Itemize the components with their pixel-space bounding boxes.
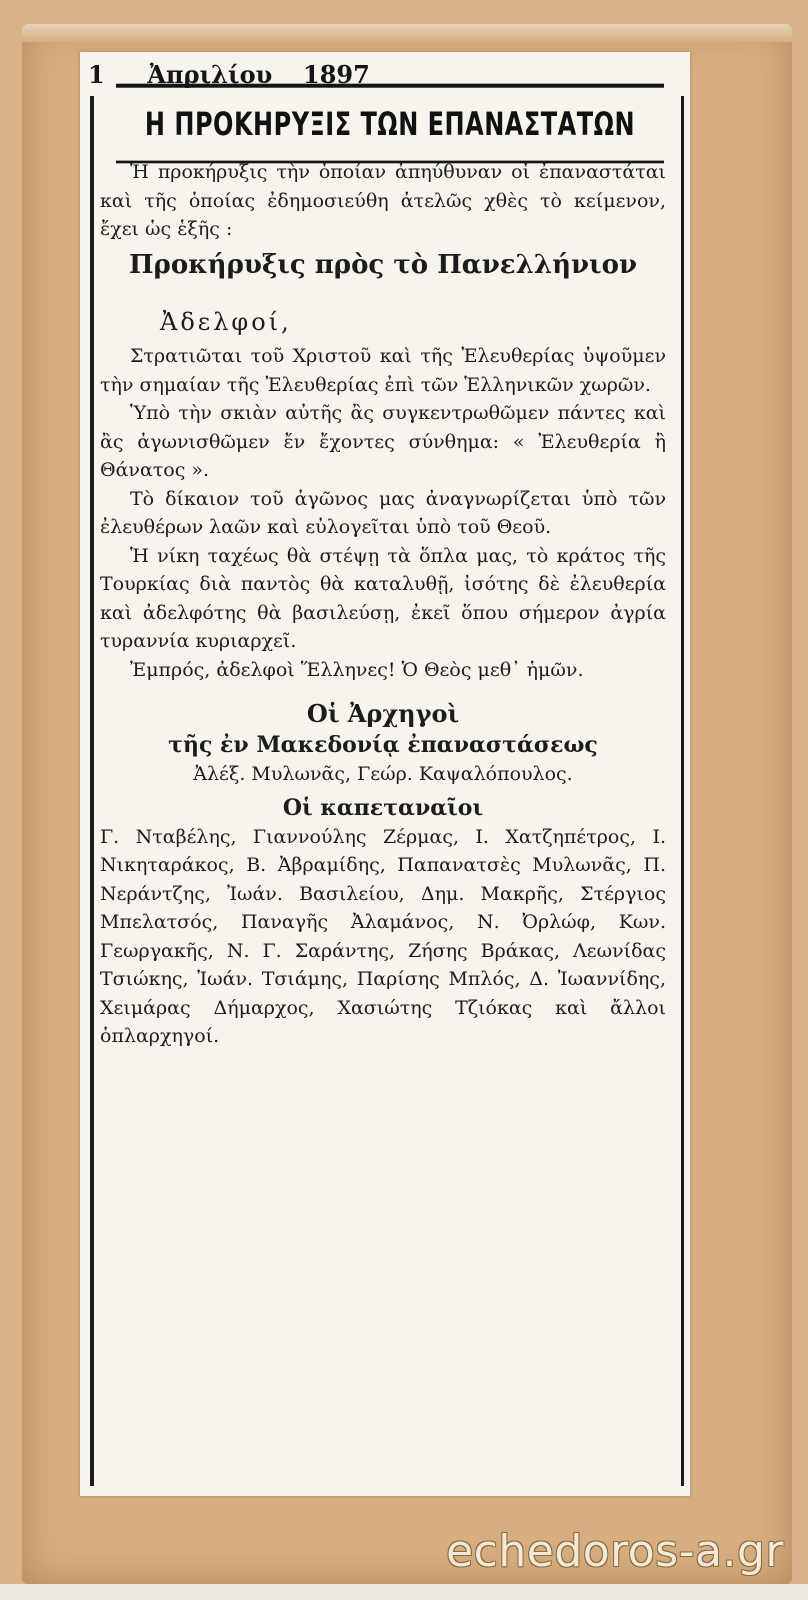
date-label: Ἀπριλίου xyxy=(147,60,273,89)
intro-paragraph: Ἡ προκήρυξις τὴν ὁποίαν ἀπηύθυναν οἱ ἐπαναστάται καὶ τῆς ὁποίας ἐδημοσιεύθη ἀτελῶς χθὲς τὸ κείμενον, ἔχει ὡς ἑξῆς : xyxy=(100,161,666,240)
article-headline: Η ΠΡΟΚΗΡΥΞΙΣ ΤΩΝ ΕΠΑΝΑΣΤΑΤΩΝ xyxy=(116,84,664,164)
bottom-edge xyxy=(0,1584,808,1600)
paragraph-3: Τὸ δίκαιον τοῦ ἀγῶνος μας ἀναγνωρίζεται ὑπὸ τῶν ἐλευθέρων λαῶν καὶ εὐλογεῖται ὑπὸ τοῦ Θεοῦ. xyxy=(100,487,666,538)
article-body xyxy=(100,158,666,1051)
leaders-subtitle: τῆς ἐν Μακεδονίᾳ ἐπαναστάσεως xyxy=(168,732,598,758)
paragraph-4: Ἡ νίκη ταχέως θὰ στέψῃ τὰ ὅπλα μας, τὸ κράτος τῆς Τουρκίας διὰ παντὸς θὰ καταλυθῇ, ἰσότης δὲ ἐλευθερία καὶ ἀδελφότης θὰ βασιλεύσῃ, ἐκεῖ ὅπου σήμερον ἀγρία τυραννία κυριαρχεῖ. xyxy=(100,544,666,652)
proclamation-subheading: Προκήρυξις πρὸς τὸ Πανελλήνιον xyxy=(129,249,637,280)
captains-title: Οἱ καπεταναῖοι xyxy=(282,794,484,821)
paragraph-2: Ὑπὸ τὴν σκιὰν αὐτῆς ἂς συγκεντρωθῶμεν πάντες καὶ ἂς ἀγωνισθῶμεν ἔν ἔχοντες σύνθημα: « Ἐλευθερία ἢ Θάνατος ». xyxy=(100,402,666,481)
year-label: 1897 xyxy=(303,60,370,89)
leaders-names: Ἀλέξ. Μυλωνᾶς, Γεώρ. Καψαλόπουλος. xyxy=(193,763,573,785)
captains-names: Γ. Νταβέλης, Γιαννούλης Ζέρμας, Ι. Χατζηπέτρος, Ι. Νικηταράκος, Β. Ἀβραμίδης, Παπανατσὲς Μυλωνᾶς, Π. Νεράντζης, Ἰωάν. Βασιλείου, Δημ. Μακρῆς, Στέργιος Μπελατσός, Παναγῆς Ἀλαμάνος, Ν. Ὀρλώφ, Κων. Γεωργακῆς, Ν. Γ. Σαράντης, Ζήσης Βράκας, Λεωνίδας Τσιώκης, Ἰωάν. Τσιάμης, Παρίσης Μπλός, Δ. Ἰωαννίδης, Χειμάρας Δήμαρχος, Χασιώτης Τζιόκας καὶ ἄλλοι ὁπλαρχηγοί. xyxy=(100,825,666,1047)
page-number: 1 xyxy=(88,60,105,89)
leaders-title: Οἱ Ἀρχηγοὶ xyxy=(306,699,460,728)
site-watermark: echedoros-a.gr xyxy=(446,1526,784,1577)
paragraph-5: Ἐμπρός, ἀδελφοὶ Ἕλληνες! Ὁ Θεὸς μεθ᾽ ἡμῶν. xyxy=(130,658,584,681)
greeting: Ἀδελφοί, xyxy=(160,307,292,336)
paragraph-1: Στρατιῶται τοῦ Χριστοῦ καὶ τῆς Ἐλευθερίας ὑψοῦμεν τὴν σημαίαν τῆς Ἐλευθερίας ἐπὶ τῶν Ἑλληνικῶν χωρῶν. xyxy=(100,345,666,396)
